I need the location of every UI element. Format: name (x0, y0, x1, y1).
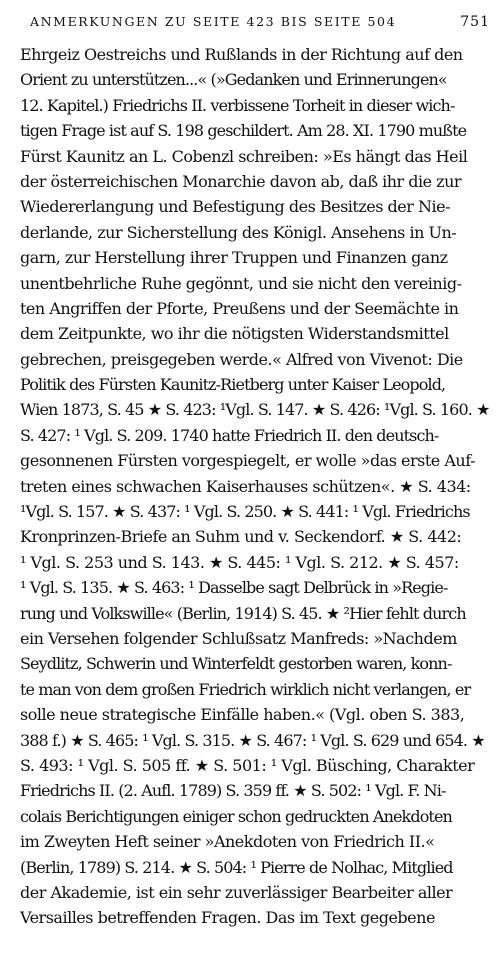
text-line: ten Angriffen der Pforte, Preußens und der Seemächte in (20, 298, 459, 318)
text-line: tigen Frage ist auf S. 198 geschildert. Am 28. XI. 1790 mußte (20, 121, 467, 141)
text-line: im Zweyten Heft seiner »Anekdoten von Friedrich II.« (20, 832, 435, 852)
text-line: Seydlitz, Schwerin und Winterfeldt gestorben waren, konn- (20, 654, 452, 674)
text-line: Fürst Kaunitz an L. Cobenzl schreiben: »Es hängt das Heil (20, 146, 468, 166)
text-line: ein Versehen folgender Schlußsatz Manfreds: »Nachdem (20, 628, 457, 648)
text-line: gesonnenen Fürsten vorgespiegelt, er wolle »das erste Auf- (20, 451, 475, 471)
text-line: gebrechen, preisgegeben werde.« Alfred von Vivenot: Die (20, 349, 463, 369)
text-line: Orient zu unterstützen...« (»Gedanken und Erinnerungen« (20, 70, 447, 90)
text-line: der Akademie, ist ein sehr zuverlässiger Bearbeiter aller (20, 882, 453, 902)
text-line: Versailles betreffenden Fragen. Das im Text gegebene (20, 908, 435, 928)
text-line: dem Zeitpunkte, wo ihr die nötigsten Widerstandsmittel (20, 324, 449, 344)
running-header (20, 14, 490, 36)
text-line: S. 427: ¹ Vgl. S. 209. 1740 hatte Friedrich II. den deutsch- (20, 425, 439, 445)
book-page (20, 14, 490, 931)
text-line: treten eines schwachen Kaiserhauses schützen«. ★ S. 434: (20, 476, 471, 496)
text-line: colais Berichtigungen einiger schon gedruckten Anekdoten (20, 806, 452, 826)
text-line: (Berlin, 1789) S. 214. ★ S. 504: ¹ Pierre de Nolhac, Mitglied (20, 857, 453, 877)
text-line: der österreichischen Monarchie davon ab, daß ihr die zur (20, 171, 462, 191)
text-line: Wiedererlangung und Befestigung des Besitzes der Nie- (20, 197, 450, 217)
text-line: 388 f.) ★ S. 465: ¹ Vgl. S. 315. ★ S. 467: ¹ Vgl. S. 629 und 654. ★ (20, 730, 485, 750)
text-line: ¹ Vgl. S. 253 und S. 143. ★ S. 445: ¹ Vgl. S. 212. ★ S. 457: (20, 552, 459, 572)
text-line: unentbehrliche Ruhe gegönnt, und sie nicht den vereinig- (20, 273, 462, 293)
text-line: garn, zur Herstellung ihrer Truppen und Finanzen ganz (20, 248, 448, 268)
text-line: Ehrgeiz Oestreichs und Rußlands in der Richtung auf den (20, 45, 463, 64)
running-title: ANMERKUNGEN ZU SEITE 423 BIS SEITE 504 (30, 14, 397, 29)
page-number: 751 (460, 14, 490, 30)
text-line: solle neue strategische Einfälle haben.« (Vgl. oben S. 383, (20, 705, 465, 725)
text-line: te man von dem großen Friedrich wirklich nicht verlangen, er (20, 679, 471, 699)
text-line: 12. Kapitel.) Friedrichs II. verbissene Torheit in dieser wich- (20, 95, 455, 115)
text-line: Politik des Fürsten Kaunitz-Rietberg unter Kaiser Leopold, (20, 375, 446, 395)
text-line: Kronprinzen-Briefe an Suhm und v. Seckendorf. ★ S. 442: (20, 527, 462, 547)
text-line: ¹ Vgl. S. 135. ★ S. 463: ¹ Dasselbe sagt Delbrück in »Regie- (20, 578, 448, 598)
endnotes-text (20, 42, 490, 931)
text-line: Friedrichs II. (2. Aufl. 1789) S. 359 ff. ★ S. 502: ¹ Vgl. F. Ni- (20, 781, 446, 801)
text-line: rung und Volkswille« (Berlin, 1914) S. 45. ★ ²Hier fehlt durch (20, 603, 466, 623)
text-line: derlande, zur Sicherstellung des Königl. Ansehens in Un- (20, 222, 457, 242)
text-line: Wien 1873, S. 45 ★ S. 423: ¹Vgl. S. 147. ★ S. 426: ¹Vgl. S. 160. ★ (20, 400, 490, 420)
text-line: S. 493: ¹ Vgl. S. 505 ff. ★ S. 501: ¹ Vgl. Büsching, Charakter (20, 755, 475, 775)
text-line: ¹Vgl. S. 157. ★ S. 437: ¹ Vgl. S. 250. ★ S. 441: ¹ Vgl. Friedrichs (20, 502, 470, 522)
